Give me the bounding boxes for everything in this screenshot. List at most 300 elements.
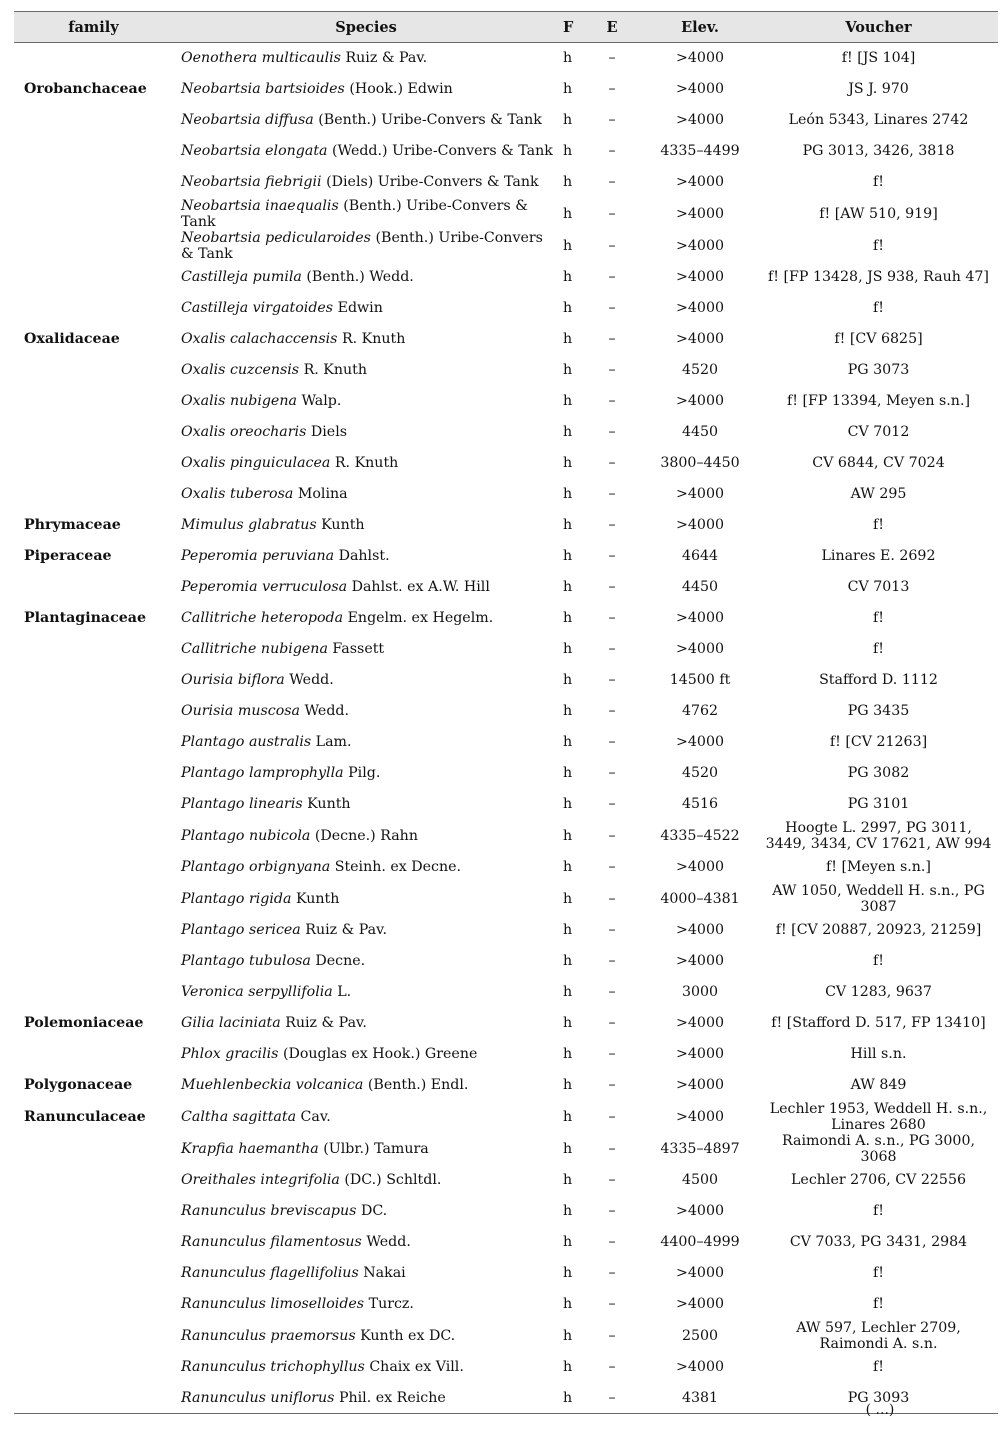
species-cell [173, 136, 559, 167]
e-cell: – [608, 579, 616, 595]
species-scientific-name: Ourisia muscosa [181, 703, 300, 719]
e-cell: – [608, 1203, 616, 1219]
table-row [14, 696, 998, 727]
species-scientific-name: Gilia laciniata [181, 1015, 281, 1031]
f-cell: h [563, 641, 573, 657]
table-row [14, 1320, 998, 1352]
table-row [14, 262, 998, 293]
header-elevation: Elev. [641, 12, 759, 43]
family-cell [14, 946, 173, 977]
species-authority: Wedd. [284, 672, 334, 688]
species-authority: (Benth.) Uribe-Convers & Tank [313, 112, 542, 128]
species-authority: Wedd. [299, 703, 349, 719]
family-cell [14, 883, 173, 915]
species-authority: R. Knuth [337, 331, 406, 347]
family-cell [14, 479, 173, 510]
species-authority: Walp. [296, 393, 342, 409]
species-authority: (Benth.) Wedd. [301, 269, 414, 285]
table-row [14, 510, 998, 541]
f-cell: h [563, 237, 573, 254]
f-cell: h [563, 984, 573, 1000]
table-header [14, 12, 998, 43]
table-row [14, 915, 998, 946]
f-cell: h [563, 953, 573, 969]
f-cell: h [563, 579, 573, 595]
voucher-cell: CV 7013 [847, 579, 910, 595]
voucher-cell: f! [873, 953, 884, 969]
e-cell: – [608, 1077, 616, 1093]
species-cell [173, 510, 559, 541]
f-cell: h [563, 143, 573, 159]
voucher-cell: PG 3093 [759, 1383, 998, 1414]
species-authority: Wedd. [361, 1234, 411, 1250]
elevation-cell: 4520 [681, 362, 719, 378]
e-cell: – [608, 1359, 616, 1375]
species-cell [173, 977, 559, 1008]
voucher-cell: Raimondi A. s.n., PG 3000, 3068 [782, 1132, 975, 1165]
f-cell: h [563, 393, 573, 409]
table-row [14, 883, 998, 915]
species-cell [173, 262, 559, 293]
table-row [14, 1352, 998, 1383]
species-cell [173, 915, 559, 946]
family-cell [14, 167, 173, 198]
species-scientific-name: Callitriche nubigena [181, 641, 328, 657]
species-scientific-name: Oenothera multicaulis [181, 50, 341, 67]
species-cell [173, 1352, 559, 1383]
f-cell: h [563, 1234, 573, 1250]
f-cell: h [563, 827, 573, 844]
table-row [14, 1258, 998, 1289]
voucher-cell: CV 6844, CV 7024 [812, 455, 945, 471]
table-row [14, 727, 998, 758]
species-scientific-name: Castilleja virgatoides [181, 300, 334, 316]
table-row [14, 852, 998, 883]
species-scientific-name: Ranunculus flagellifolius [181, 1265, 359, 1281]
table-row [14, 977, 998, 1008]
table-row [14, 136, 998, 167]
species-cell [173, 293, 559, 324]
elevation-cell: >4000 [676, 269, 724, 285]
elevation-cell: 4381 [641, 1383, 759, 1414]
voucher-cell: f! [CV 20887, 20923, 21259] [775, 922, 982, 938]
table-body [14, 43, 998, 1414]
elevation-cell: 4762 [681, 703, 719, 719]
species-cell [173, 603, 559, 634]
species-scientific-name: Oreithales integrifolia [181, 1172, 340, 1188]
species-authority: Cav. [296, 1108, 331, 1125]
family-cell [14, 634, 173, 665]
family-cell [14, 355, 173, 386]
family-cell [14, 1383, 173, 1414]
voucher-cell: AW 1050, Weddell H. s.n., PG 3087 [772, 882, 985, 915]
species-scientific-name: Plantago sericea [181, 922, 301, 938]
family-cell [14, 43, 173, 74]
voucher-cell: CV 7012 [847, 424, 910, 440]
f-cell: h [559, 1383, 583, 1414]
elevation-cell: >4000 [676, 331, 724, 347]
elevation-cell: >4000 [676, 1015, 724, 1031]
species-authority: Dahlst. ex A.W. Hill [347, 579, 490, 595]
elevation-cell: >4000 [676, 300, 724, 316]
family-cell: Polygonaceae [24, 1077, 133, 1093]
species-scientific-name: Caltha sagittata [181, 1108, 297, 1125]
species-authority: Nakai [358, 1265, 406, 1281]
e-cell: – [608, 237, 616, 254]
voucher-cell: f! [873, 174, 884, 190]
species-cell [173, 946, 559, 977]
elevation-cell: >4000 [676, 1203, 724, 1219]
f-cell: h [563, 50, 573, 67]
e-cell: – [608, 672, 616, 688]
family-cell [14, 758, 173, 789]
f-cell: h [563, 1296, 573, 1312]
f-cell: h [563, 174, 573, 190]
f-cell: h [563, 796, 573, 812]
e-cell: – [608, 331, 616, 347]
voucher-cell: f! [873, 1359, 884, 1375]
family-cell [14, 417, 173, 448]
table-row [14, 634, 998, 665]
species-cell [173, 74, 559, 105]
species-scientific-name: Oxalis cuzcensis [181, 362, 300, 378]
voucher-cell: f! [873, 610, 884, 626]
family-cell [14, 1196, 173, 1227]
e-cell: – [608, 1015, 616, 1031]
species-cell [173, 634, 559, 665]
family-cell [14, 977, 173, 1008]
species-scientific-name: Peperomia verruculosa [181, 579, 348, 595]
species-scientific-name: Veronica serpyllifolia [181, 984, 333, 1000]
species-cell [173, 758, 559, 789]
e-cell: – [608, 953, 616, 969]
voucher-cell: f! [JS 104] [841, 50, 916, 67]
e-cell: – [608, 269, 616, 285]
table-row [14, 572, 998, 603]
species-scientific-name: Oxalis nubigena [181, 393, 297, 409]
species-scientific-name: Mimulus glabratus [181, 517, 317, 533]
family-cell [14, 696, 173, 727]
elevation-cell: 4335–4897 [660, 1140, 740, 1157]
family-cell [14, 262, 173, 293]
family-cell: Phrymaceae [24, 517, 121, 533]
table-row [14, 820, 998, 852]
voucher-cell: CV 7033, PG 3431, 2984 [789, 1234, 968, 1250]
table-row [14, 293, 998, 324]
species-cell [173, 1289, 559, 1320]
e-cell: – [608, 174, 616, 190]
table-row [14, 167, 998, 198]
species-cell [173, 541, 559, 572]
elevation-cell: 14500 ft [669, 672, 731, 688]
f-cell: h [563, 486, 573, 502]
voucher-cell: Hill s.n. [850, 1046, 907, 1062]
f-cell: h [563, 112, 573, 128]
elevation-cell: >4000 [676, 50, 724, 67]
species-authority: Kunth [302, 796, 351, 812]
table-row [14, 230, 998, 262]
voucher-cell: f! [873, 641, 884, 657]
f-cell: h [563, 922, 573, 938]
family-cell [14, 293, 173, 324]
family-cell: Polemoniaceae [24, 1015, 144, 1031]
f-cell: h [563, 331, 573, 347]
elevation-cell: >4000 [676, 205, 724, 222]
family-cell [14, 386, 173, 417]
species-cell [173, 417, 559, 448]
species-scientific-name: Plantago rigida [181, 890, 292, 907]
e-cell: – [608, 765, 616, 781]
table-row [14, 198, 998, 230]
species-cell [173, 1039, 559, 1070]
voucher-cell: f! [Meyen s.n.] [826, 859, 931, 875]
voucher-cell: f! [873, 1296, 884, 1312]
table-row [14, 789, 998, 820]
elevation-cell: 4450 [681, 424, 719, 440]
elevation-cell: >4000 [676, 1077, 724, 1093]
e-cell: – [608, 1265, 616, 1281]
elevation-cell: 4520 [681, 765, 719, 781]
f-cell: h [563, 734, 573, 750]
family-cell [14, 1258, 173, 1289]
e-cell: – [608, 827, 616, 844]
species-cell [173, 1320, 559, 1352]
species-authority: Decne. [310, 953, 366, 969]
elevation-cell: >4000 [676, 610, 724, 626]
e-cell: – [608, 859, 616, 875]
species-authority: Kunth ex DC. [355, 1327, 456, 1344]
voucher-cell: f! [873, 1203, 884, 1219]
header-voucher: Voucher [759, 12, 998, 43]
e-cell: – [608, 455, 616, 471]
species-authority: Turcz. [364, 1296, 414, 1312]
elevation-cell: >4000 [676, 859, 724, 875]
species-authority: Ruiz & Pav. [300, 922, 387, 938]
header-family: family [14, 12, 173, 43]
f-cell: h [563, 517, 573, 533]
header-row [14, 12, 998, 43]
species-cell [173, 820, 559, 852]
species-scientific-name: Plantago orbignyana [181, 859, 331, 875]
species-cell [173, 448, 559, 479]
f-cell: h [563, 1203, 573, 1219]
e-cell: – [608, 610, 616, 626]
species-authority: Engelm. ex Hegelm. [343, 610, 494, 626]
species-authority: Ruiz & Pav. [340, 50, 428, 67]
species-authority: Pilg. [343, 765, 381, 781]
species-cell [173, 1070, 559, 1101]
species-cell [173, 167, 559, 198]
family-cell [14, 1165, 173, 1196]
elevation-cell: 4000–4381 [660, 890, 740, 907]
voucher-cell: AW 295 [850, 486, 907, 502]
elevation-cell: 4335–4522 [660, 827, 740, 844]
family-cell [14, 1320, 173, 1352]
species-cell [173, 1196, 559, 1227]
e-cell: – [608, 1327, 616, 1344]
f-cell: h [563, 672, 573, 688]
elevation-cell: >4000 [676, 486, 724, 502]
e-cell: – [608, 703, 616, 719]
species-cell [173, 479, 559, 510]
e-cell: – [608, 1172, 616, 1188]
header-e: E [583, 12, 641, 43]
species-scientific-name: Neobartsia pedicularoides [181, 229, 371, 246]
elevation-cell: >4000 [676, 1108, 724, 1125]
species-table-page [14, 11, 998, 1414]
family-cell: Orobanchaceae [24, 81, 147, 97]
elevation-cell: 4335–4499 [660, 143, 740, 159]
species-authority: (Benth.) Uribe-Convers & Tank [181, 229, 543, 262]
table-row [14, 1196, 998, 1227]
species-scientific-name: Ranunculus limoselloides [181, 1296, 365, 1312]
f-cell: h [563, 1327, 573, 1344]
species-scientific-name: Neobartsia bartsioides [181, 81, 345, 97]
f-cell: h [563, 703, 573, 719]
e-cell: – [608, 1140, 616, 1157]
table-row [14, 603, 998, 634]
e-cell: – [608, 205, 616, 222]
voucher-cell: AW 597, Lechler 2709, Raimondi A. s.n. [796, 1319, 961, 1352]
species-scientific-name: Neobartsia diffusa [181, 112, 314, 128]
species-scientific-name: Plantago nubicola [181, 827, 311, 844]
family-cell [14, 1133, 173, 1165]
species-scientific-name: Oxalis oreocharis [181, 424, 307, 440]
species-authority: (Benth.) Endl. [363, 1077, 469, 1093]
voucher-cell: PG 3101 [847, 796, 910, 812]
elevation-cell: 4516 [681, 796, 719, 812]
species-scientific-name: Krapfia haemantha [181, 1140, 319, 1157]
species-scientific-name: Ranunculus praemorsus [181, 1327, 356, 1344]
family-cell [14, 1227, 173, 1258]
voucher-cell: PG 3073 [847, 362, 910, 378]
species-scientific-name: Ranunculus trichophyllus [181, 1359, 365, 1375]
table-row [14, 1383, 998, 1414]
voucher-cell: f! [FP 13394, Meyen s.n.] [786, 393, 970, 409]
f-cell: h [563, 1172, 573, 1188]
species-scientific-name: Ranunculus breviscapus [181, 1203, 357, 1219]
table-row [14, 448, 998, 479]
species-cell [173, 1383, 559, 1414]
e-cell: – [608, 1234, 616, 1250]
e-cell: – [608, 486, 616, 502]
elevation-cell: 3800–4450 [660, 455, 740, 471]
e-cell: – [608, 517, 616, 533]
species-cell [173, 230, 559, 262]
family-cell [14, 727, 173, 758]
voucher-cell: Stafford D. 1112 [819, 672, 938, 688]
f-cell: h [563, 455, 573, 471]
species-authority: Chaix ex Vill. [364, 1359, 464, 1375]
e-cell: – [608, 393, 616, 409]
e-cell: – [608, 112, 616, 128]
table-row [14, 1289, 998, 1320]
species-authority: R. Knuth [330, 455, 399, 471]
species-cell [173, 1227, 559, 1258]
species-cell [173, 789, 559, 820]
elevation-cell: >4000 [676, 1046, 724, 1062]
e-cell: – [608, 300, 616, 316]
table-row [14, 541, 998, 572]
f-cell: h [563, 890, 573, 907]
voucher-cell: f! [CV 21263] [829, 734, 928, 750]
species-cell [173, 198, 559, 230]
species-authority: Fassett [327, 641, 385, 657]
family-cell [14, 198, 173, 230]
species-scientific-name: Neobartsia fiebrigii [181, 174, 322, 190]
species-scientific-name: Plantago australis [181, 734, 312, 750]
family-cell [14, 915, 173, 946]
f-cell: h [563, 81, 573, 97]
elevation-cell: 4500 [681, 1172, 719, 1188]
f-cell: h [563, 362, 573, 378]
elevation-cell: 4400–4999 [660, 1234, 740, 1250]
family-cell [14, 1352, 173, 1383]
voucher-cell: Lechler 2706, CV 22556 [791, 1172, 966, 1188]
species-table [14, 11, 998, 1414]
table-row [14, 74, 998, 105]
elevation-cell: >4000 [676, 517, 724, 533]
species-authority: (Diels) Uribe-Convers & Tank [321, 174, 539, 190]
elevation-cell: 3000 [681, 984, 719, 1000]
f-cell: h [563, 269, 573, 285]
table-row [14, 1165, 998, 1196]
species-authority: (Ulbr.) Tamura [318, 1140, 429, 1157]
table-row [14, 1008, 998, 1039]
f-cell: h [563, 1046, 573, 1062]
species-authority: (Wedd.) Uribe-Convers & Tank [327, 143, 553, 159]
species-cell [173, 105, 559, 136]
e-cell: – [608, 641, 616, 657]
table-row [14, 1070, 998, 1101]
table-row [14, 1101, 998, 1133]
f-cell: h [563, 610, 573, 626]
elevation-cell: >4000 [676, 393, 724, 409]
species-cell [173, 696, 559, 727]
elevation-cell: >4000 [676, 1359, 724, 1375]
e-cell: – [608, 548, 616, 564]
elevation-cell: >4000 [676, 641, 724, 657]
table-row [14, 946, 998, 977]
voucher-cell: f! [Stafford D. 517, FP 13410] [771, 1015, 986, 1031]
e-cell: – [583, 1383, 641, 1414]
e-cell: – [608, 424, 616, 440]
species-authority: Diels [306, 424, 348, 440]
voucher-cell: Hoogte L. 2997, PG 3011, 3449, 3434, CV 17621, AW 994 [765, 819, 992, 852]
voucher-cell: Lechler 1953, Weddell H. s.n., Linares 2680 [769, 1100, 988, 1133]
elevation-cell: 4644 [681, 548, 719, 564]
table-row [14, 1039, 998, 1070]
voucher-cell: Linares E. 2692 [821, 548, 936, 564]
f-cell: h [563, 1359, 573, 1375]
species-cell [173, 852, 559, 883]
e-cell: – [608, 50, 616, 67]
voucher-cell: f! [AW 510, 919] [819, 205, 938, 222]
family-cell: Piperaceae [24, 548, 112, 564]
species-cell [173, 883, 559, 915]
table-row [14, 355, 998, 386]
family-cell [14, 1039, 173, 1070]
species-cell [173, 43, 559, 74]
table-row [14, 1227, 998, 1258]
species-authority: (Hook.) Edwin [344, 81, 453, 97]
f-cell: h [563, 424, 573, 440]
species-authority: Dahlst. [334, 548, 390, 564]
e-cell: – [608, 984, 616, 1000]
elevation-cell: >4000 [676, 953, 724, 969]
f-cell: h [563, 859, 573, 875]
voucher-cell: PG 3435 [847, 703, 910, 719]
